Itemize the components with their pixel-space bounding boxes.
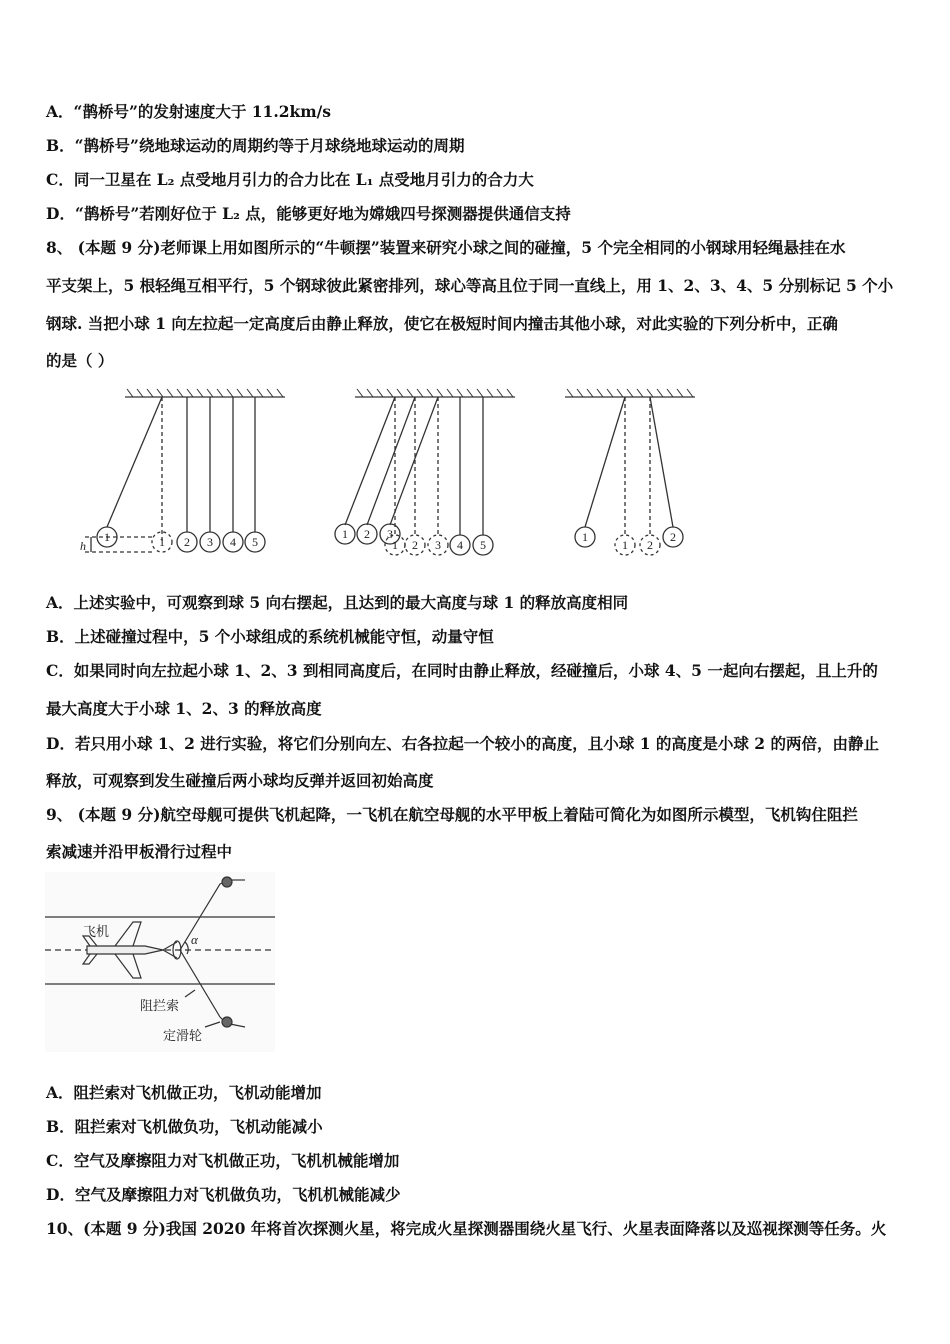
ball-label: 3: [435, 538, 441, 552]
q9-option-b: B．阻拦索对飞机做负功，飞机动能减小: [46, 1117, 323, 1136]
cradle-panel-1: [85, 389, 285, 552]
ball-label: 3: [207, 535, 213, 549]
ball-label: 1: [392, 538, 398, 552]
ball-label: 4: [457, 538, 463, 552]
ball-label: 2: [670, 530, 676, 544]
ball-label: 4: [230, 535, 236, 549]
ball-label: 1: [159, 535, 165, 549]
ball-label: 1: [622, 538, 628, 552]
q7-option-d: D．“鹊桥号”若刚好位于 L₂ 点，能够更好地为嫦娥四号探测器提供通信支持: [46, 204, 571, 223]
q8-option-c: C．如果同时向左拉起小球 1、2、3 到相同高度后，在同时由静止释放，经碰撞后，小球 4、5 一起向右摆起，且上升的: [46, 661, 878, 680]
ball-label: 2: [647, 538, 653, 552]
q9-stem-line: 9、 (本题 9 分)航空母舰可提供飞机起降，一飞机在航空母舰的水平甲板上着陆可简化为如图所示模型，飞机钩住阻拦: [46, 805, 858, 824]
cradle-panel-2: [335, 389, 515, 555]
ball-label: 5: [480, 538, 486, 552]
q8-stem-line: 的是（ ）: [46, 351, 114, 370]
q7-option-a: A．“鹊桥号”的发射速度大于 11.2km/s: [46, 102, 332, 121]
q8-stem-line: 钢球. 当把小球 1 向左拉起一定高度后由静止释放，使它在极短时间内撞击其他小球，对此实验的下列分析中，正确: [46, 314, 838, 333]
ball-label: 2: [364, 527, 370, 541]
ball-label: 2: [412, 538, 418, 552]
q9-option-a: A．阻拦索对飞机做正功，飞机动能增加: [46, 1083, 322, 1102]
q8-option-a: A．上述实验中，可观察到球 5 向右摆起，且达到的最大高度与球 1 的释放高度相同: [46, 593, 629, 612]
ball-label: 1: [342, 527, 348, 541]
q8-option-b: B．上述碰撞过程中，5 个小球组成的系统机械能守恒，动量守恒: [46, 627, 494, 646]
ball-label: 1: [104, 530, 110, 544]
plane-label: 飞机: [83, 924, 110, 939]
pulley-label: 定滑轮: [163, 1028, 203, 1043]
q9-option-d: D．空气及摩擦阻力对飞机做负功，飞机机械能减少: [46, 1185, 401, 1204]
q10-stem-line: 10、(本题 9 分)我国 2020 年将首次探测火星，将完成火星探测器围绕火星飞行、火星表面降落以及巡视探测等任务。火: [46, 1219, 887, 1238]
arresting-cable-figure: [45, 872, 275, 1052]
newtons-cradle-figure: [55, 385, 705, 570]
q7-option-b: B．“鹊桥号”绕地球运动的周期约等于月球绕地球运动的周期: [46, 136, 465, 155]
q9-stem-line: 索减速并沿甲板滑行过程中: [46, 842, 233, 861]
q8-option-d-cont: 释放，可观察到发生碰撞后两小球均反弹并返回初始高度: [46, 771, 434, 790]
q9-option-c: C．空气及摩擦阻力对飞机做正功，飞机机械能增加: [46, 1151, 400, 1170]
q8-stem-line: 平支架上，5 根轻绳互相平行，5 个钢球彼此紧密排列，球心等高且位于同一直线上，用 1、2、3、4、5 分别标记 5 个小: [46, 276, 894, 295]
q8-option-d: D．若只用小球 1、2 进行实验，将它们分别向左、右各拉起一个较小的高度，且小球 1 的高度是小球 2 的两倍，由静止: [46, 734, 879, 753]
ball-label: 3: [387, 527, 393, 541]
height-label: h: [80, 539, 86, 553]
q8-option-c-cont: 最大高度大于小球 1、2、3 的释放高度: [46, 699, 322, 718]
q8-stem-line: 8、 (本题 9 分)老师课上用如图所示的“牛顿摆”装置来研究小球之间的碰撞，5 个完全相同的小钢球用轻绳悬挂在水: [46, 238, 846, 257]
ball-label: 1: [582, 530, 588, 544]
angle-label: α: [191, 932, 198, 947]
cable-label: 阻拦索: [140, 998, 180, 1013]
q7-option-c: C．同一卫星在 L₂ 点受地月引力的合力比在 L₁ 点受地月引力的合力大: [46, 170, 534, 189]
ball-label: 2: [184, 535, 190, 549]
ball-label: 5: [252, 535, 258, 549]
